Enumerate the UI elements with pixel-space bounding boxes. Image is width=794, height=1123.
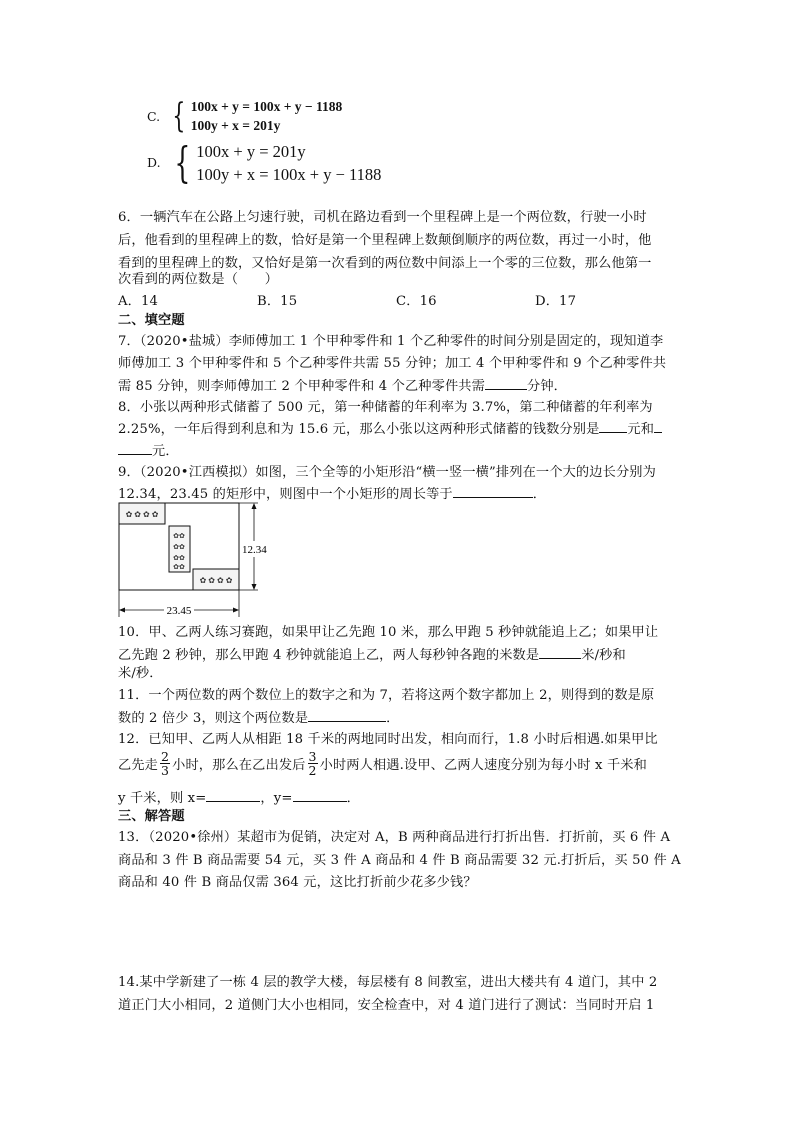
q10-answer-blank-1[interactable] (539, 644, 581, 659)
q13-line-1: 13．（2020•徐州）某超市为促销，决定对 A，B 两种商品进行打折出售．打折前，买 6 件 A (118, 830, 671, 845)
q11-text-end: ． (386, 711, 400, 726)
q9-text: 12.34，23.45 的矩形中，则图中一个小矩形的周长等于 (118, 487, 453, 502)
q12-text-end: ． (346, 791, 360, 806)
q9-text-end: ． (532, 487, 547, 502)
width-label: 23.45 (166, 605, 192, 617)
q12-x-answer-blank[interactable] (206, 787, 260, 802)
q7-line-2: 师傅加工 3 个甲种零件和 5 个乙种零件共需 55 分钟；加工 4 个甲种零件和 9 个乙种零件共 (118, 356, 667, 371)
q14-line-2: 道正门大小相同，2 道侧门大小也相同，安全检查中，对 4 道门进行了测试：当同时开启 1 (118, 998, 655, 1013)
q13-line-3: 商品和 40 件 B 商品仅需 364 元，这比打折前少花多少钱？ (118, 875, 477, 890)
q10-line-3: 米/秒． (118, 666, 163, 681)
q8-answer-blank-1[interactable] (599, 418, 627, 433)
q6-option-b: B．15 (257, 294, 298, 309)
q12-x-label: y 千米，则 x= (118, 791, 207, 806)
q6-option-a: A．14 (118, 294, 159, 309)
q8-line-1: 8．小张以两种形式储蓄了 500 元，第一种储蓄的年利率为 3.7%，第二种储蓄的年利率为 (118, 400, 653, 415)
q13-line-2: 商品和 3 件 B 商品需要 54 元，买 3 件 A 商品和 4 件 B 商品需要 32 元.打折后，买 50 件 A (118, 853, 681, 868)
option-d-equation-1: 100x + y = 201y (196, 141, 306, 161)
q11-line-2 (118, 707, 678, 730)
option-c-system (147, 96, 342, 136)
q6-line-1: 6．一辆汽车在公路上匀速行驶，司机在路边看到一个里程碑上是一个两位数，行驶一小时 (118, 210, 647, 225)
q12-line-1: 12．已知甲、乙两人从相距 18 千米的两地同时出发，相向而行，1.8 小时后相遇.如果甲比 (118, 732, 658, 747)
q6-line-2: 后，他看到的里程碑上的数，恰好是第一个里程碑上数颠倒顺序的两位数，再过一小时，他 (118, 233, 652, 248)
q9-line-1: 9．（2020•江西模拟）如图，三个全等的小矩形沿“横一竖一横”排列在一个大的边长分别为 (118, 465, 656, 480)
section-solution-heading: 三、解答题 (118, 809, 185, 824)
q12-line-2 (118, 749, 678, 779)
q9-answer-blank[interactable] (453, 483, 533, 498)
q9-rectangle-figure (116, 501, 276, 619)
q6-line-4: 次看到的两位数是（ ） (118, 272, 279, 287)
q12-fraction-three-halves: $\frac{3}{2}$ (308, 749, 317, 778)
q12-y-answer-blank[interactable] (293, 787, 347, 802)
q6-line-3: 看到的里程碑上的数，又恰好是第一次看到的两位数中间添上一个零的三位数，那么他第一 (118, 256, 652, 271)
q11-line-1: 11．一个两位数的两个数位上的数字之和为 7，若将这两个数字都加上 2，则得到的数是原 (118, 688, 655, 703)
q7-answer-blank[interactable] (485, 375, 527, 390)
height-label: 12.34 (242, 544, 267, 556)
svg-text:✿✿: ✿✿ (173, 554, 185, 562)
q8-text-mid: 元和 (627, 422, 655, 437)
q6-option-c: C．16 (396, 294, 437, 309)
q10-text: 乙先跑 2 秒钟，那么甲跑 4 秒钟就能追上乙，两人每秒钟各跑的米数是 (118, 648, 540, 663)
svg-text:✿ ✿ ✿ ✿: ✿ ✿ ✿ ✿ (199, 576, 233, 585)
option-c-equation-2: 100y + x = 201y (190, 118, 281, 133)
q12-text-mid: 小时，那么在乙出发后 (172, 758, 306, 773)
q10-line-1: 10．甲、乙两人练习赛跑，如果甲让乙先跑 10 米，那么甲跑 5 秒钟就能追上乙；如果甲让 (118, 625, 659, 640)
q7-line-3 (118, 375, 678, 398)
q8-text-end: 元． (152, 444, 179, 459)
section-fill-in-heading: 二、填空题 (118, 313, 185, 328)
option-d-label: D. (147, 155, 161, 170)
svg-text:✿✿: ✿✿ (173, 532, 185, 540)
q6-option-d: D．17 (535, 294, 577, 309)
q8-text: 2.25%，一年后得到利息和为 15.6 元，那么小张以这两种形式储蓄的钱数分别是 (118, 422, 600, 437)
q11-answer-blank[interactable] (308, 707, 386, 722)
small-rectangle-top (119, 503, 165, 524)
q11-text: 数的 2 倍少 3，则这个两位数是 (118, 711, 309, 726)
q12-text-end: 小时两人相遇.设甲、乙两人速度分别为每小时 x 千米和 (319, 758, 647, 773)
option-d-system (147, 138, 381, 187)
q8-line-2 (118, 418, 678, 441)
q8-line-3 (118, 440, 678, 463)
q14-line-1: 14.某中学新建了一栋 4 层的教学大楼，每层楼有 8 间教室，进出大楼共有 4 道门，其中 2 (118, 975, 658, 990)
q12-text: 乙先走 (118, 758, 159, 773)
option-c-equation-1: 100x + y = 100x + y − 1188 (190, 99, 343, 114)
q7-text: 需 85 分钟，则李师傅加工 2 个甲种零件和 4 个乙种零件共需 (118, 379, 485, 394)
option-c-label: C. (147, 108, 161, 124)
q12-fraction-two-thirds: $\frac{2}{3}$ (161, 749, 170, 778)
q7-text-end: 分钟． (526, 379, 567, 394)
left-brace: { (172, 96, 186, 136)
q12-y-label: ，y= (260, 791, 293, 806)
small-rectangle-middle (169, 526, 190, 572)
left-brace: { (173, 138, 190, 187)
option-d-equation-2: 100y + x = 100x + y − 1188 (196, 164, 382, 184)
q8-answer-blank-2a[interactable] (654, 418, 662, 433)
q8-answer-blank-2b[interactable] (118, 440, 152, 455)
svg-text:✿ ✿ ✿ ✿: ✿ ✿ ✿ ✿ (125, 510, 159, 519)
q7-line-1: 7．（2020•盐城）李师傅加工 1 个甲种零件和 1 个乙种零件的时间分别是固定的，现知道李 (118, 334, 664, 349)
svg-text:✿✿: ✿✿ (173, 563, 185, 571)
q10-text-mid: 米/秒和 (581, 648, 626, 663)
small-rectangle-bottom (193, 569, 239, 590)
svg-text:✿✿: ✿✿ (173, 543, 185, 551)
